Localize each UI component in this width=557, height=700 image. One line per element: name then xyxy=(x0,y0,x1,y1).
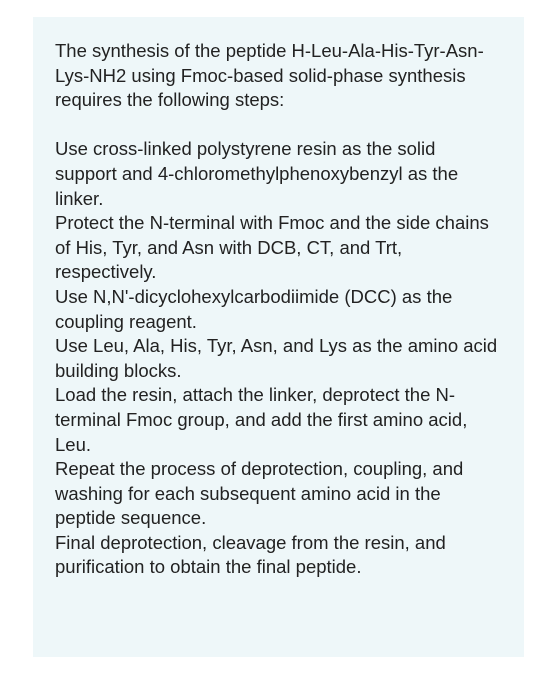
step-3: Use N,N'-dicyclohexylcarbodiimide (DCC) as the coupling reagent. xyxy=(55,285,453,332)
step-5: Load the resin, attach the linker, deprotect the N-terminal Fmoc group, and add the first amino acid, Leu. xyxy=(55,384,468,455)
step-1: Use cross-linked polystyrene resin as the solid support and 4-chloromethylphenoxybenzyl as the linker. xyxy=(55,138,459,209)
intro-paragraph: The synthesis of the peptide H-Leu-Ala-His-Tyr-Asn-Lys-NH2 using Fmoc-based solid-phase synthesis requires the following steps: xyxy=(55,40,484,111)
step-7: Final deprotection, cleavage from the resin, and purification to obtain the final peptide. xyxy=(55,531,446,578)
step-4: Use Leu, Ala, His, Tyr, Asn, and Lys as the amino acid building blocks. xyxy=(55,335,498,381)
step-6: Repeat the process of deprotection, coupling, and washing for each subsequent amino acid in the peptide sequence. xyxy=(55,458,464,529)
content-card xyxy=(33,17,524,657)
step-2: Protect the N-terminal with Fmoc and the side chains of His, Tyr, and Asn with DCB, CT, and Trt, respectively. xyxy=(55,212,489,283)
